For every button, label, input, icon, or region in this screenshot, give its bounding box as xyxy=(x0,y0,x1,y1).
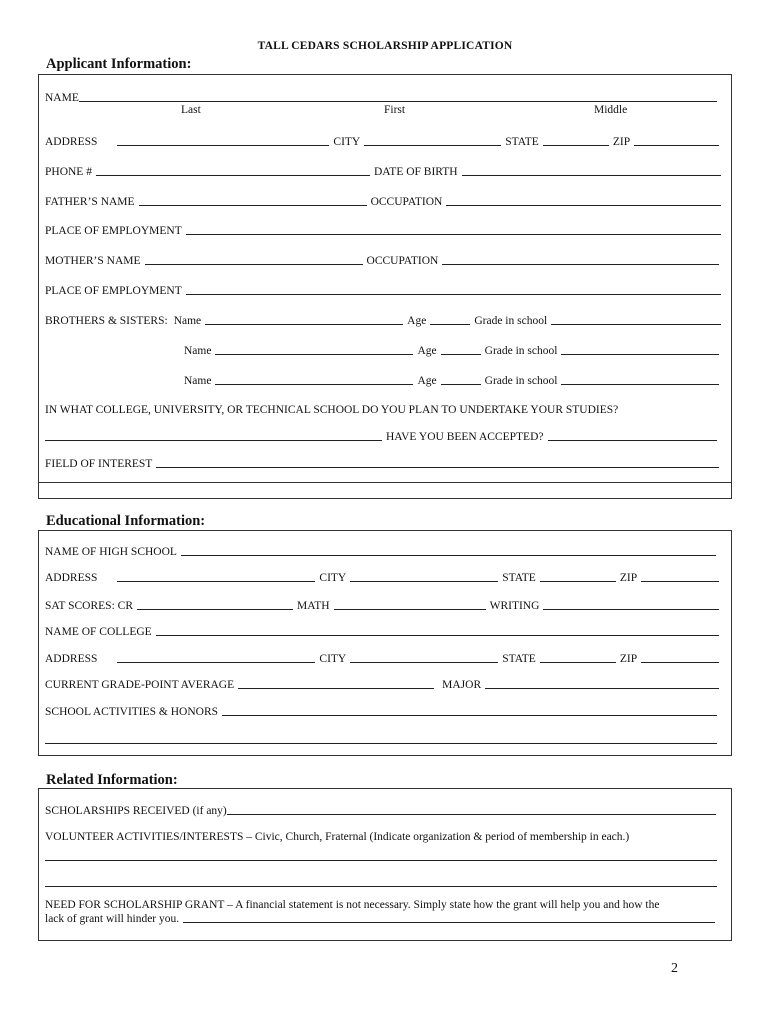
college-question-label: IN WHAT COLLEGE, UNIVERSITY, OR TECHNICAL SCHOOL DO YOU PLAN TO UNDERTAKE YOUR STUDIES? xyxy=(45,404,619,416)
college-state-field[interactable] xyxy=(540,661,616,663)
sibling-name-field[interactable] xyxy=(215,353,413,355)
mother-occupation-label: OCCUPATION xyxy=(366,255,439,267)
hs-state-field[interactable] xyxy=(540,580,616,582)
college-name-row xyxy=(45,622,719,638)
sat-math-label: MATH xyxy=(297,600,330,612)
sibling-grade-label: Grade in school xyxy=(484,375,558,387)
hs-address-row xyxy=(45,568,719,584)
sat-writing-field[interactable] xyxy=(543,608,719,610)
applicant-heading: Applicant Information: xyxy=(46,56,192,72)
sat-writing-label: WRITING xyxy=(489,600,540,612)
father-employment-field[interactable] xyxy=(186,233,721,235)
siblings-label: BROTHERS & SISTERS: xyxy=(45,315,168,327)
activities-row xyxy=(45,702,717,718)
name-field[interactable] xyxy=(79,100,717,102)
father-employment-label: PLACE OF EMPLOYMENT xyxy=(45,225,182,237)
sibling-age-label: Age xyxy=(417,375,437,387)
sibling-age-field[interactable] xyxy=(430,323,470,325)
high-school-row xyxy=(45,542,716,558)
father-name-label: FATHER’S NAME xyxy=(45,196,135,208)
need-text-line-2: lack of grant will hinder you. xyxy=(45,913,180,925)
sibling-name-field[interactable] xyxy=(215,383,413,385)
hs-state-label: STATE xyxy=(502,572,536,584)
sibling-grade-field[interactable] xyxy=(561,383,719,385)
hs-city-label: CITY xyxy=(319,572,347,584)
sibling-row-3 xyxy=(184,371,719,387)
college-zip-field[interactable] xyxy=(641,661,719,663)
sibling-name-label: Name xyxy=(184,345,212,357)
volunteer-line-2 xyxy=(45,873,717,889)
volunteer-label: VOLUNTEER ACTIVITIES/INTERESTS – Civic, Church, Fraternal (Indicate organization & period of membership in each.) xyxy=(45,831,630,843)
mother-name-label: MOTHER’S NAME xyxy=(45,255,141,267)
college-city-field[interactable] xyxy=(350,661,498,663)
need-statement xyxy=(45,898,725,926)
gpa-row xyxy=(45,675,719,691)
college-address-field[interactable] xyxy=(117,661,315,663)
volunteer-field-2[interactable] xyxy=(45,885,717,887)
mother-name-field[interactable] xyxy=(145,263,363,265)
college-address-row xyxy=(45,649,719,665)
sibling-row-1 xyxy=(45,311,721,327)
name-last-caption: Last xyxy=(181,104,201,116)
activities-field-2[interactable] xyxy=(45,742,717,744)
major-field[interactable] xyxy=(485,687,719,689)
activities-field[interactable] xyxy=(222,714,717,716)
zip-field[interactable] xyxy=(634,144,719,146)
form-title: TALL CEDARS SCHOLARSHIP APPLICATION xyxy=(257,40,513,52)
major-label: MAJOR xyxy=(442,679,482,691)
sat-cr-field[interactable] xyxy=(137,608,293,610)
college-zip-label: ZIP xyxy=(619,653,638,665)
address-field[interactable] xyxy=(117,144,329,146)
father-occupation-field[interactable] xyxy=(446,204,721,206)
page-number: 2 xyxy=(671,961,678,976)
mother-employment-row xyxy=(45,281,721,297)
hs-address-label: ADDRESS xyxy=(45,572,98,584)
accepted-field[interactable] xyxy=(548,439,718,441)
education-heading: Educational Information: xyxy=(46,513,206,529)
college-city-label: CITY xyxy=(319,653,347,665)
father-name-field[interactable] xyxy=(139,204,367,206)
sibling-grade-field[interactable] xyxy=(551,323,721,325)
dob-label: DATE OF BIRTH xyxy=(373,166,458,178)
mother-occupation-field[interactable] xyxy=(442,263,719,265)
field-of-interest-row xyxy=(45,454,719,470)
college-state-label: STATE xyxy=(502,653,536,665)
gpa-label: CURRENT GRADE-POINT AVERAGE xyxy=(45,679,235,691)
name-label: NAME xyxy=(45,92,79,104)
sibling-grade-field[interactable] xyxy=(561,353,719,355)
name-middle-caption: Middle xyxy=(594,104,628,116)
scholarships-row xyxy=(45,801,716,817)
state-label: STATE xyxy=(505,136,539,148)
related-heading: Related Information: xyxy=(46,772,178,788)
need-text-line-1: NEED FOR SCHOLARSHIP GRANT – A financial statement is not necessary. Simply state how the grant will help you and how the xyxy=(45,899,660,911)
mother-employment-label: PLACE OF EMPLOYMENT xyxy=(45,285,182,297)
scholarships-field[interactable] xyxy=(227,813,716,815)
college-name-field[interactable] xyxy=(45,439,382,441)
need-text-line-2-row xyxy=(45,912,715,926)
mother-employment-field[interactable] xyxy=(186,293,721,295)
father-occupation-label: OCCUPATION xyxy=(370,196,443,208)
scholarships-label: SCHOLARSHIPS RECEIVED (if any) xyxy=(45,805,227,817)
college-name-input[interactable] xyxy=(156,634,719,636)
dob-field[interactable] xyxy=(462,174,721,176)
high-school-field[interactable] xyxy=(181,554,716,556)
sat-math-field[interactable] xyxy=(334,608,486,610)
field-of-interest-field[interactable] xyxy=(156,466,719,468)
sibling-age-label: Age xyxy=(417,345,437,357)
city-label: CITY xyxy=(333,136,361,148)
hs-address-field[interactable] xyxy=(117,580,315,582)
sibling-name-field[interactable] xyxy=(205,323,403,325)
activities-row-2 xyxy=(45,730,717,746)
sat-cr-label: SAT SCORES: CR xyxy=(45,600,133,612)
name-row xyxy=(45,88,717,104)
sibling-name-label: Name xyxy=(184,375,212,387)
accepted-label: HAVE YOU BEEN ACCEPTED? xyxy=(386,431,544,443)
sibling-age-field[interactable] xyxy=(441,383,481,385)
hs-zip-field[interactable] xyxy=(641,580,719,582)
city-field[interactable] xyxy=(364,144,501,146)
sibling-age-field[interactable] xyxy=(441,353,481,355)
hs-city-field[interactable] xyxy=(350,580,498,582)
volunteer-row xyxy=(45,827,725,843)
need-field[interactable] xyxy=(183,921,715,923)
high-school-label: NAME OF HIGH SCHOOL xyxy=(45,546,177,558)
zip-label: ZIP xyxy=(612,136,631,148)
field-of-interest-label: FIELD OF INTEREST xyxy=(45,458,153,470)
father-row xyxy=(45,192,721,208)
college-question-row xyxy=(45,400,725,416)
college-accepted-row xyxy=(45,427,717,443)
address-label: ADDRESS xyxy=(45,136,98,148)
activities-label: SCHOOL ACTIVITIES & HONORS xyxy=(45,706,219,718)
phone-row xyxy=(45,162,721,178)
father-employment-row xyxy=(45,221,721,237)
sibling-age-label: Age xyxy=(407,315,427,327)
gpa-field[interactable] xyxy=(238,687,434,689)
volunteer-line-1 xyxy=(45,847,717,863)
sibling-grade-label: Grade in school xyxy=(474,315,548,327)
college-address-label: ADDRESS xyxy=(45,653,98,665)
sibling-name-label: Name xyxy=(173,315,202,327)
phone-field[interactable] xyxy=(96,174,370,176)
education-section-box xyxy=(38,530,732,756)
state-field[interactable] xyxy=(543,144,609,146)
applicant-box-divider xyxy=(38,482,732,483)
address-row xyxy=(45,132,719,148)
volunteer-field-1[interactable] xyxy=(45,859,717,861)
hs-zip-label: ZIP xyxy=(619,572,638,584)
college-name-label: NAME OF COLLEGE xyxy=(45,626,152,638)
sibling-grade-label: Grade in school xyxy=(484,345,558,357)
name-first-caption: First xyxy=(384,104,406,116)
phone-label: PHONE # xyxy=(45,166,92,178)
sat-row xyxy=(45,596,719,612)
mother-row xyxy=(45,251,719,267)
sibling-row-2 xyxy=(184,341,719,357)
